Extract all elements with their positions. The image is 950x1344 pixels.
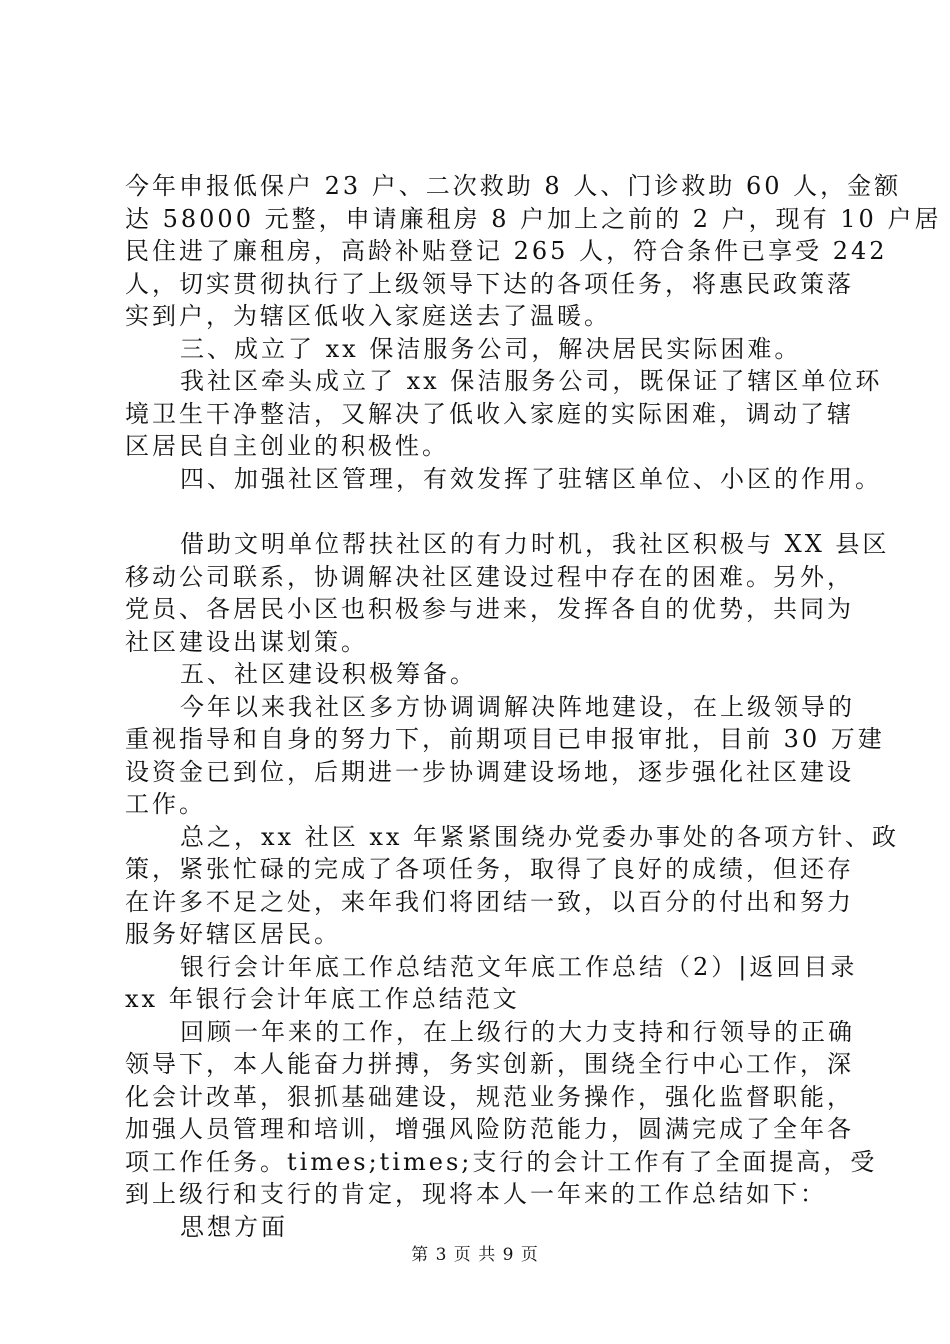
text-line: 今年申报低保户 23 户、二次救助 8 人、门诊救助 60 人，金额	[125, 172, 902, 200]
text-line: 人，切实贯彻执行了上级领导下达的各项任务，将惠民政策落	[125, 269, 854, 298]
text-line: 策，紧张忙碌的完成了各项任务，取得了良好的成绩，但还存	[125, 855, 854, 883]
text-line: 党员、各居民小区也积极参与进来，发挥各自的优势，共同为	[125, 595, 854, 623]
text-line: 重视指导和自身的努力下，前期项目已申报审批，目前 30 万建	[125, 725, 885, 753]
article-title-link[interactable]: 银行会计年底工作总结范文年底工作总结（2）|返回目录	[180, 952, 858, 981]
text-line: 项工作任务。times;times;支行的会计工作有了全面提高，受	[125, 1147, 878, 1176]
section-heading: 三、成立了 xx 保洁服务公司，解决居民实际困难。	[180, 334, 802, 363]
text-line: 社区建设出谋划策。	[125, 627, 368, 656]
text-line: 在许多不足之处，来年我们将团结一致，以百分的付出和努力	[125, 887, 854, 916]
text-line: 到上级行和支行的肯定，现将本人一年来的工作总结如下：	[125, 1180, 827, 1208]
text-line: 我社区牵头成立了 xx 保洁服务公司，既保证了辖区单位环	[180, 367, 883, 395]
text-line: 总之，xx 社区 xx 年紧紧围绕办党委办事处的各项方针、政	[180, 822, 900, 851]
text-line: 工作。	[125, 790, 206, 818]
text-line: 领导下，本人能奋力拼搏，务实创新，围绕全行中心工作，深	[125, 1050, 854, 1078]
article-title: xx 年银行会计年底工作总结范文	[125, 985, 520, 1013]
text-line: 民住进了廉租房，高龄补贴登记 265 人，符合条件已享受 242	[125, 237, 888, 265]
text-line: 境卫生干净整洁，又解决了低收入家庭的实际困难，调动了辖	[125, 399, 854, 428]
text-line: 区居民自主创业的积极性。	[125, 432, 449, 460]
section-heading: 思想方面	[180, 1212, 288, 1241]
text-line: 移动公司联系，协调解决社区建设过程中存在的困难。另外，	[125, 562, 854, 591]
document-body	[125, 170, 942, 1243]
text-line: 服务好辖区居民。	[125, 920, 341, 948]
text-line: 化会计改革，狠抓基础建设，规范业务操作，强化监督职能，	[125, 1082, 854, 1111]
section-heading: 五、社区建设积极筹备。	[180, 660, 477, 688]
text-line: 加强人员管理和培训，增强风险防范能力，圆满完成了全年各	[125, 1115, 854, 1143]
text-line: 达 58000 元整，申请廉租房 8 户加上之前的 2 户，现有 10 户居	[125, 204, 942, 233]
section-heading: 四、加强社区管理，有效发挥了驻辖区单位、小区的作用。	[180, 464, 882, 493]
text-line: 实到户，为辖区低收入家庭送去了温暖。	[125, 302, 611, 330]
text-line: 回顾一年来的工作，在上级行的大力支持和行领导的正确	[180, 1017, 855, 1046]
text-line: 今年以来我社区多方协调调解决阵地建设，在上级领导的	[180, 692, 855, 721]
paragraph-gap	[125, 495, 845, 528]
page-number-footer: 第 3 页 共 9 页	[411, 1245, 539, 1265]
text-line: 设资金已到位，后期进一步协调建设场地，逐步强化社区建设	[125, 757, 854, 786]
text-line: 借助文明单位帮扶社区的有力时机，我社区积极与 XX 县区	[180, 530, 890, 558]
